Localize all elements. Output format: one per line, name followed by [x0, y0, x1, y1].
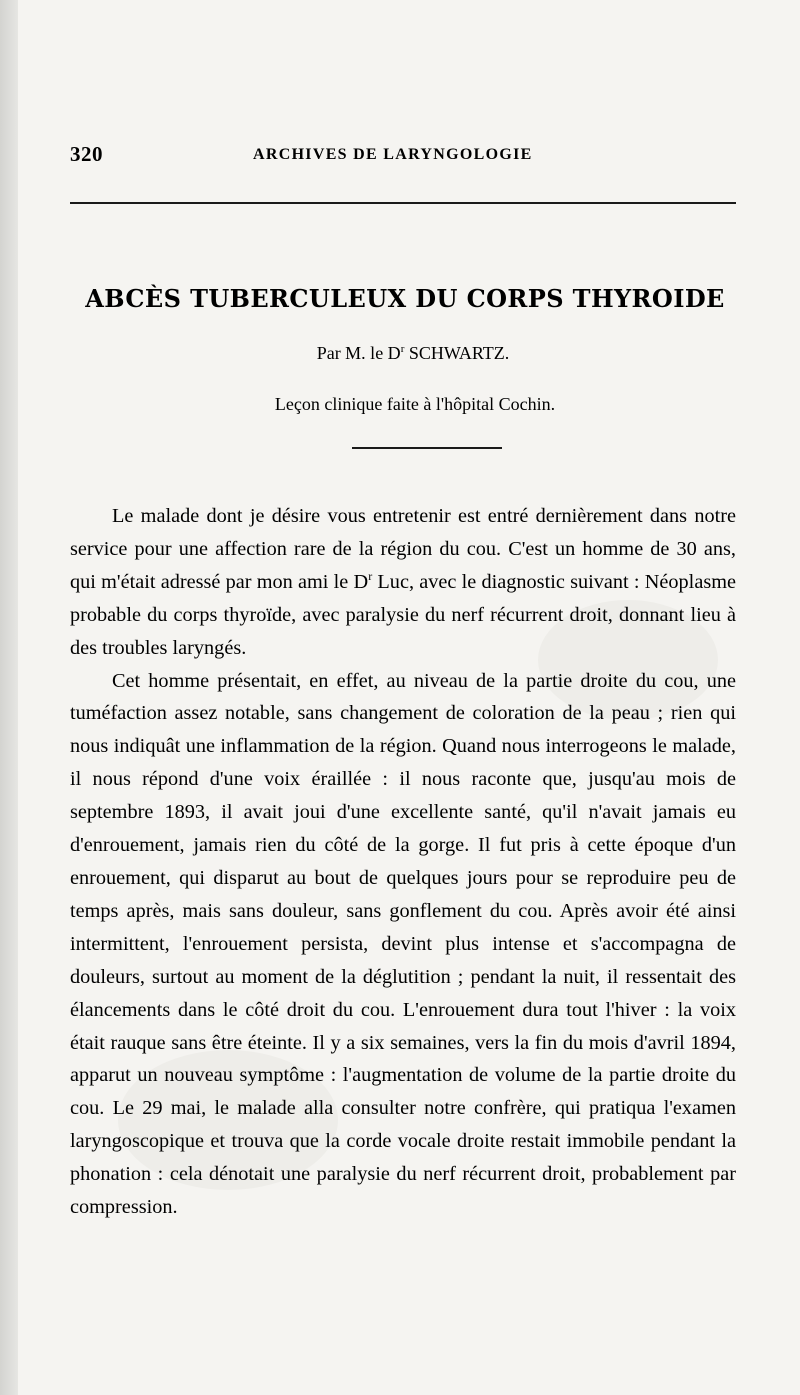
running-title: ARCHIVES DE LARYNGOLOGIE	[253, 146, 533, 163]
paragraph: Cet homme présentait, en effet, au niveau de la partie droite du cou, une tuméfaction assez notable, sans changement de coloration de la peau ; rien qui nous indiquât une inflammation de la région. Quand nous interrogeons le malade, il nous répond d'une voix éraillée : il nous raconte que, jusqu'au mois de septembre 1893, il avait joui d'une excellente santé, qu'il n'avait jamais eu d'enrouement, jamais rien du côté de la gorge. Il fut pris à cette époque d'un enrouement, qui disparut au bout de quelques jours pour se reproduire peu de temps après, mais sans douleur, sans gonflement du cou. Après avoir été ainsi intermittent, l'enrouement persista, devint plus intense et s'accompagna de douleurs, surtout au moment de la déglutition ; pendant la nuit, il ressentait des élancements dans le côté droit du cou. L'enrouement dura tout l'hiver : la voix était rauque sans être éteinte. Il y a six semaines, vers la fin du mois d'avril 1894, apparut un nouveau symptôme : l'augmentation de volume de la partie droite du cou. Le 29 mai, le malade alla consulter notre confrère, qui pratiqua l'examen laryngoscopique et trouva que la corde vocale droite restait immobile pendant la phonation : cela dénotait une paralysie du nerf récurrent droit, probablement par compression.	[70, 669, 736, 1219]
byline-prefix: Par M. le D	[316, 343, 401, 363]
byline	[70, 343, 748, 364]
paragraph-text: Luc, avec le diagnostic suivant : Néoplasme probable du corps thyroïde, avec paralysie du nerf récurrent droit, donnant lieu à des troubles laryngés.	[70, 570, 736, 659]
byline-author: SCHWARTZ.	[404, 343, 510, 363]
paragraph	[70, 500, 736, 665]
doctor-abbrev-sup: r	[368, 569, 373, 584]
paragraph-text: Le malade dont je désire vous entretenir est entré dernièrement dans notre service pour une affection rare de la région du cou. C'est un homme de 30 ans, qui m'était adressé par mon ami le D	[70, 505, 736, 593]
article-title: ABCÈS TUBERCULEUX DU CORPS THYROIDE	[85, 284, 725, 313]
page-header	[70, 142, 740, 172]
page-number: 320	[70, 142, 103, 166]
section-rule	[352, 447, 502, 449]
header-rule	[70, 202, 736, 204]
lesson-subtitle: Leçon clinique faite à l'hôpital Cochin.	[274, 394, 556, 414]
byline-superscript: r	[400, 343, 405, 355]
article-body	[70, 500, 736, 1224]
page-gutter	[0, 0, 18, 1395]
